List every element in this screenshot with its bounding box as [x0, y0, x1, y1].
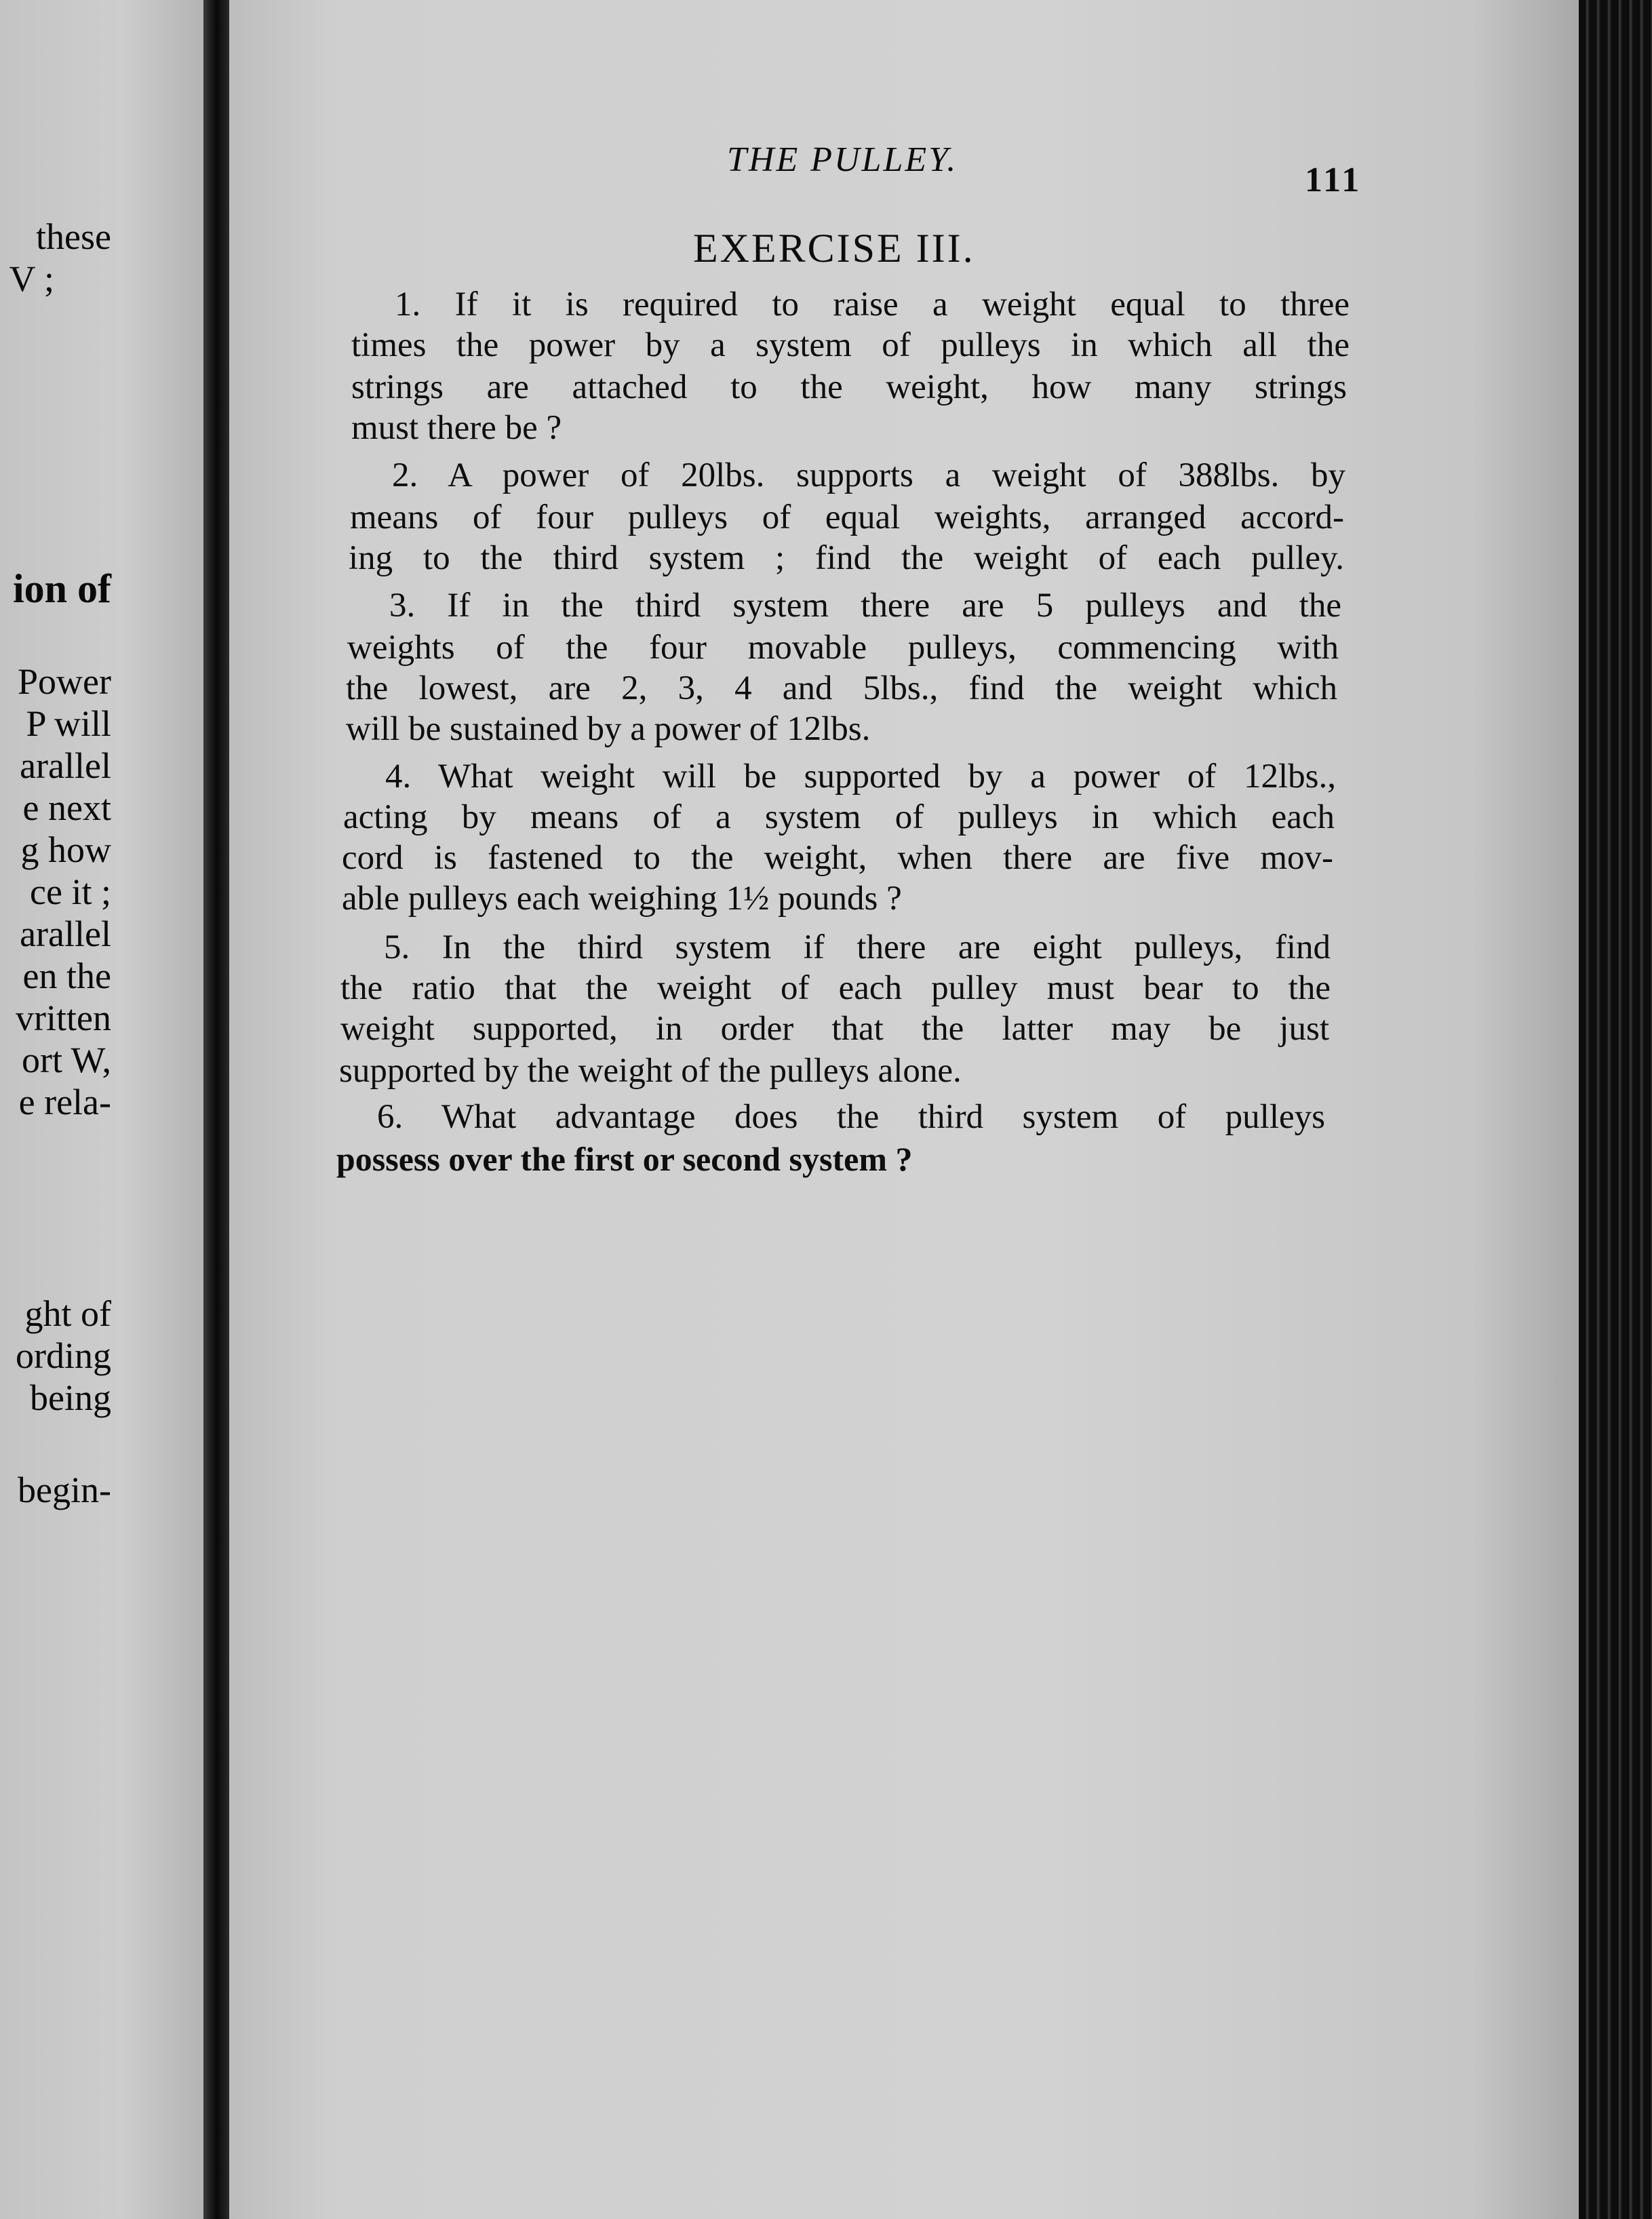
book-gutter — [203, 0, 229, 2219]
exercise-line: 4. What weight will be supported by a power of 12lbs., — [385, 758, 1336, 796]
exercise-line: 6. What advantage does the third system of pulleys — [377, 1098, 1325, 1136]
left-page-line: g how — [20, 829, 111, 870]
exercise-line: will be sustained by a power of 12lbs. — [346, 710, 871, 748]
exercise-line: cord is fastened to the weight, when there are five mov- — [342, 839, 1333, 877]
page-number: 111 — [1305, 161, 1362, 199]
left-page-line: en the — [22, 956, 111, 996]
exercise-line: the ratio that the weight of each pulley must bear to the — [340, 969, 1331, 1007]
running-head: THE PULLEY. — [727, 140, 958, 179]
left-page-line: arallel — [20, 745, 111, 786]
exercise-line: ing to the third system ; find the weight of each pulley. — [349, 539, 1344, 577]
page-edges — [1579, 0, 1652, 2219]
exercise-line: supported by the weight of the pulleys alone. — [339, 1052, 962, 1090]
exercise-line: means of four pulleys of equal weights, arranged accord- — [350, 498, 1344, 536]
left-page-line: e next — [22, 787, 111, 828]
exercise-line: possess over the first or second system ? — [336, 1140, 913, 1178]
left-page-line: e rela- — [18, 1082, 111, 1122]
exercise-line: acting by means of a system of pulleys in which each — [343, 798, 1335, 836]
exercise-line: 5. In the third system if there are eight pulleys, find — [384, 928, 1331, 966]
left-page-line: ce it ; — [30, 871, 111, 912]
left-page-line: these — [36, 216, 111, 257]
left-page-line: ort W, — [21, 1040, 111, 1080]
left-page-line: arallel — [20, 914, 111, 954]
exercise-line: weights of the four movable pulleys, commencing with — [347, 629, 1339, 667]
left-page-line: ording — [16, 1335, 111, 1376]
left-page-line: P will — [26, 703, 111, 744]
exercise-line: 1. If it is required to raise a weight equal to three — [395, 286, 1350, 323]
left-page-line: ght of — [24, 1293, 111, 1334]
left-page-line: Power — [18, 661, 111, 702]
left-page-line: begin- — [18, 1470, 111, 1510]
left-page-line: vritten — [16, 998, 111, 1038]
exercise-line: strings are attached to the weight, how many strings — [351, 368, 1347, 406]
exercise-line: able pulleys each weighing 1½ pounds ? — [342, 880, 902, 918]
exercise-line: 2. A power of 20lbs. supports a weight of 388lbs. by — [392, 456, 1345, 494]
exercise-line: 3. If in the third system there are 5 pulleys and the — [389, 587, 1341, 625]
exercise-heading: EXERCISE III. — [693, 226, 975, 271]
left-page-line: ion of — [12, 566, 111, 611]
exercise-line: the lowest, are 2, 3, 4 and 5lbs., find the weight which — [346, 669, 1337, 707]
exercise-line: weight supported, in order that the latter may be just — [340, 1010, 1329, 1048]
left-page-line: being — [30, 1377, 111, 1418]
exercise-line: must there be ? — [351, 409, 562, 447]
left-page-line: V ; — [9, 258, 54, 299]
previous-page-fragment — [0, 0, 203, 2219]
exercise-line: times the power by a system of pulleys in which all the — [351, 326, 1350, 364]
